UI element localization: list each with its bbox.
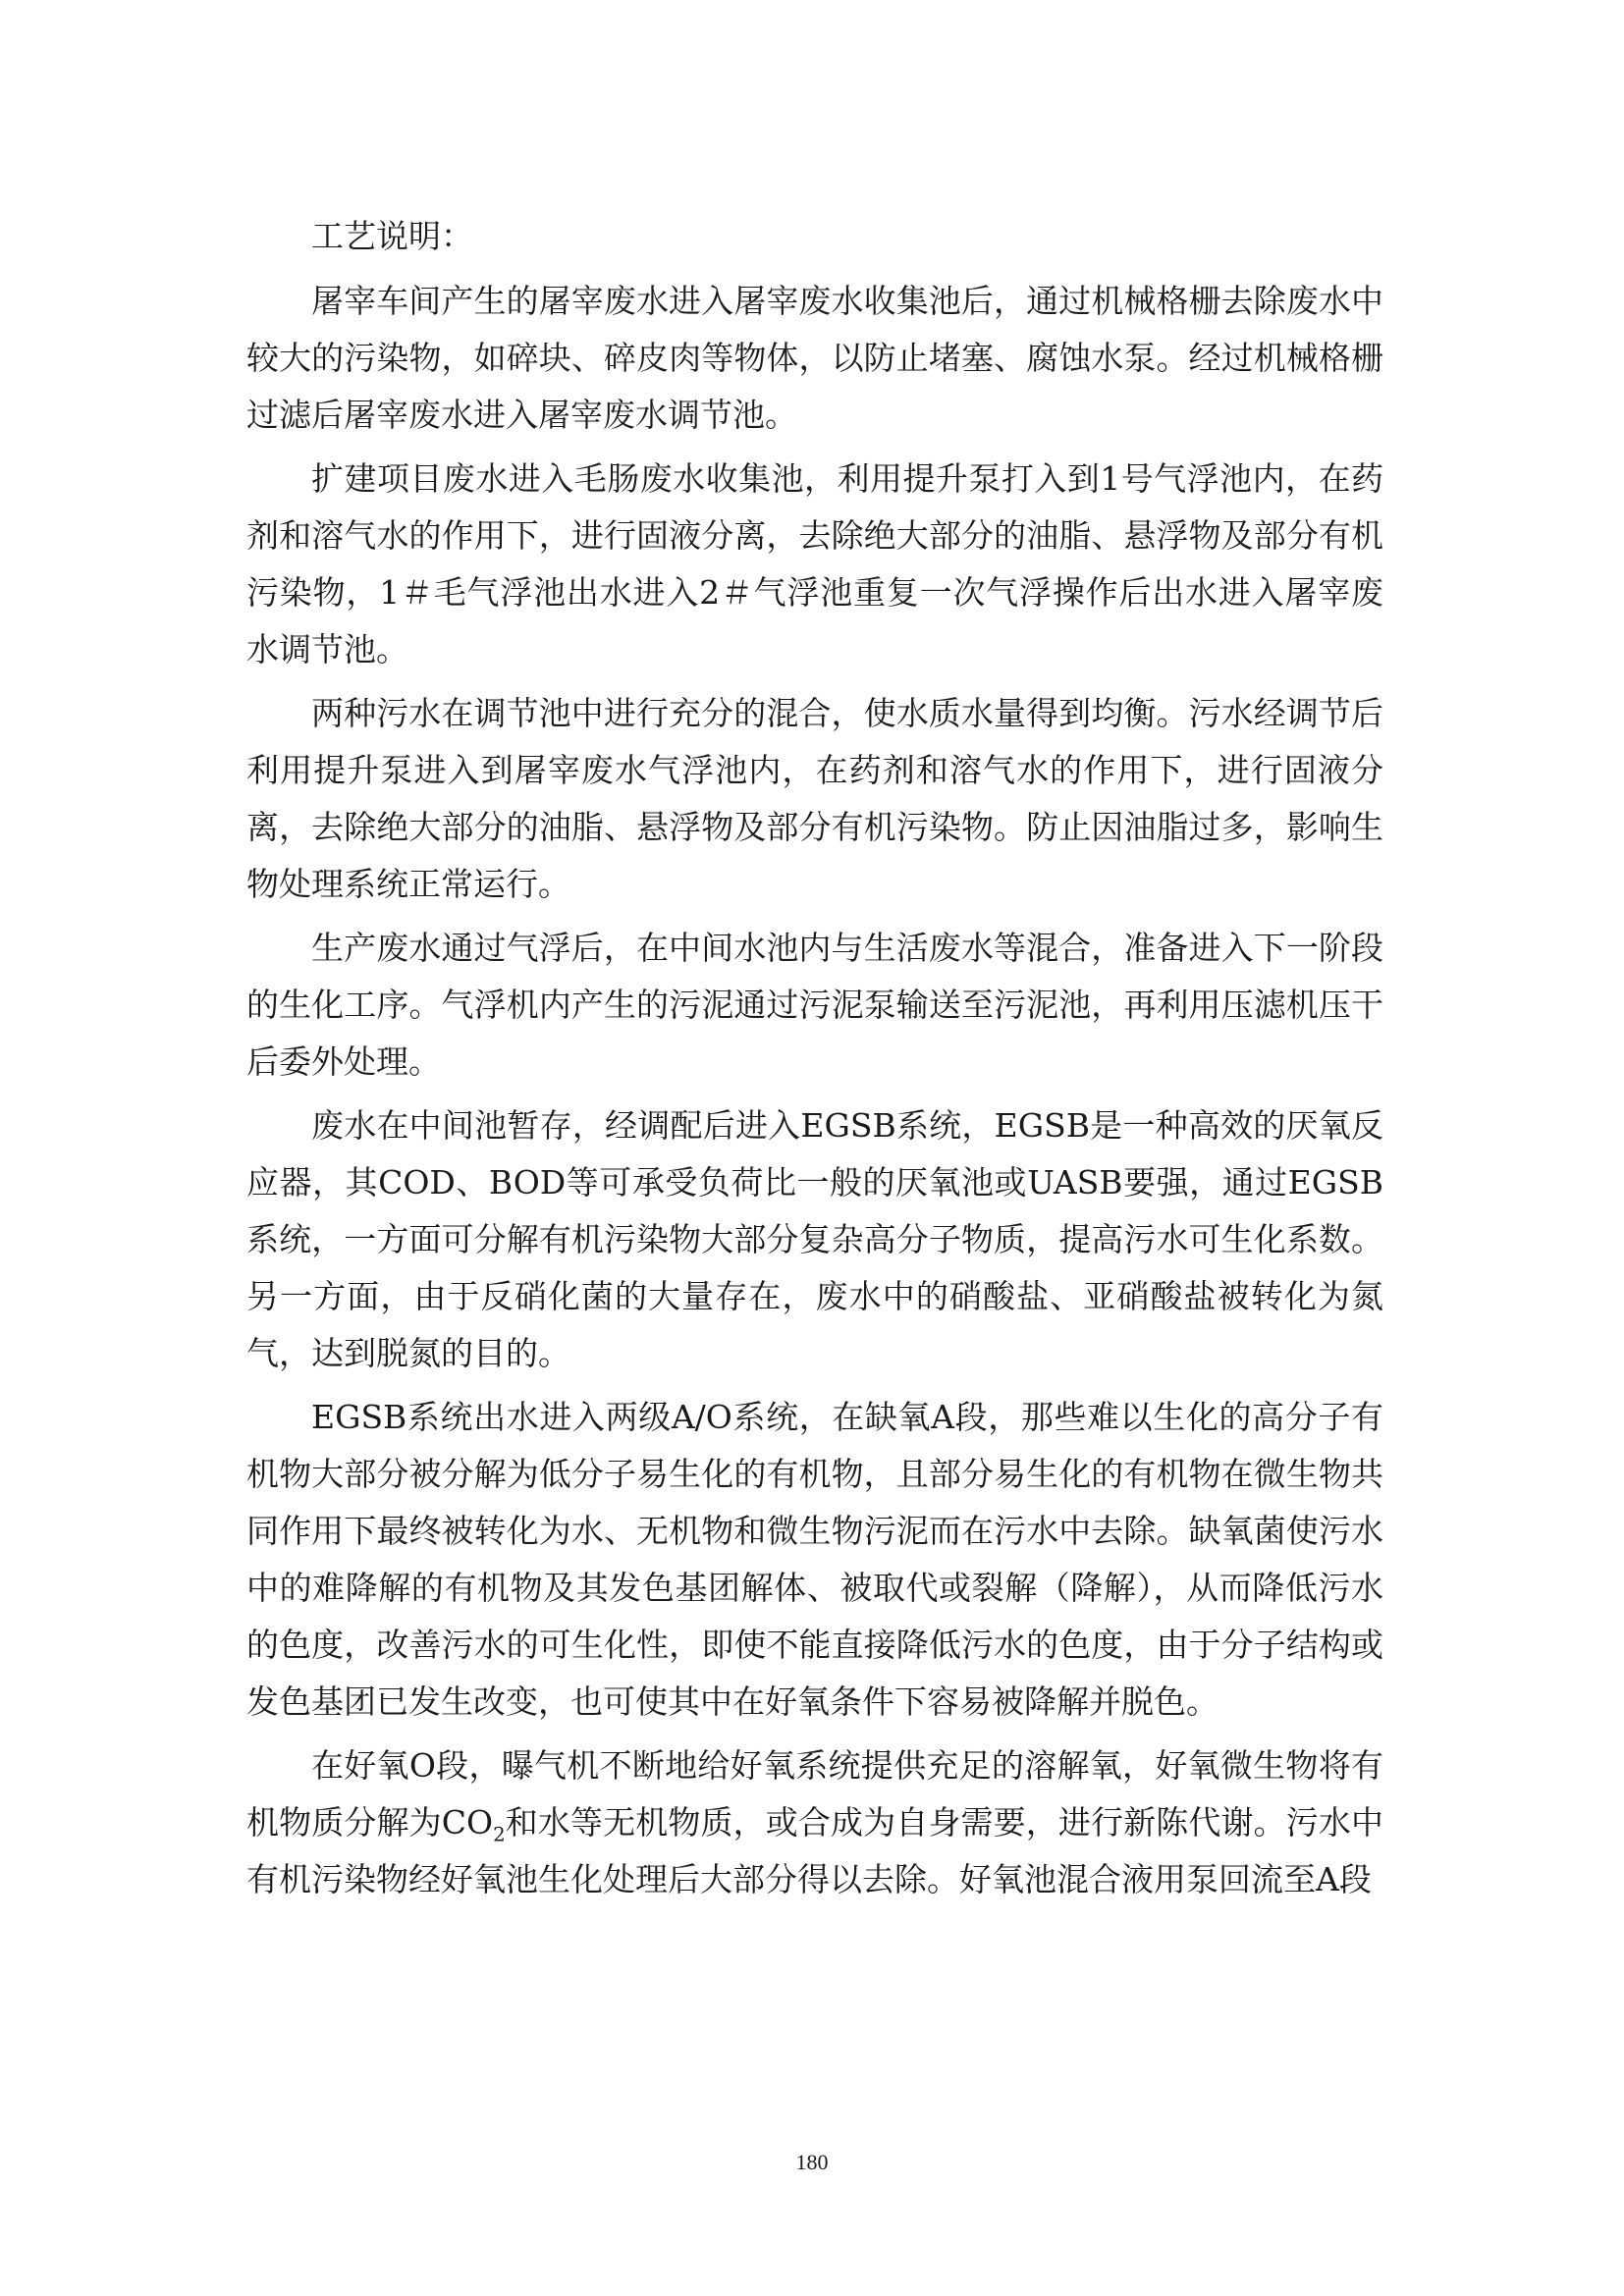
aerobic-text-part1: 在好氧O段，曝气机不断地给好氧系统提供充足的溶解氧，好氧微生物将有机物质分解为CO [246, 1746, 1383, 1842]
paragraph-aerobic-stage [246, 1737, 1383, 1908]
aerobic-text-part2: 和水等无机物质，或合成为自身需要，进行新陈代谢。污水中有机污染物经好氧池生化处理后大部分得以去除。好氧池混合液用泵回流至A段 [246, 1803, 1384, 1898]
paragraph-ao-system: EGSB系统出水进入两级A/O系统，在缺氧A段，那些难以生化的高分子有机物大部分被分解为低分子易生化的有机物，且部分易生化的有机物在微生物共同作用下最终被转化为水、无机物和微生物污泥而在污水中去除。缺氧菌使污水中的难降解的有机物及其发色基团解体、被取代或裂解（降解），从而降低污水的色度，改善污水的可生化性，即使不能直接降低污水的色度，由于分子结构或发色基团已发生改变，也可使其中在好氧条件下容易被降解并脱色。 [246, 1398, 1383, 1721]
co2-subscript: 2 [493, 1823, 506, 1846]
section-heading: 工艺说明： [311, 217, 473, 255]
page-number: 180 [795, 2150, 829, 2174]
paragraph-regulating-tank: 两种污水在调节池中进行充分的混合，使水质水量得到均衡。污水经调节后利用提升泵进入到屠宰废水气浮池内，在药剂和溶气水的作用下，进行固液分离，去除绝大部分的油脂、悬浮物及部分有机污染物。防止因油脂过多，影响生物处理系统正常运行。 [246, 694, 1383, 903]
paragraph-slaughter-wastewater: 屠宰车间产生的屠宰废水进入屠宰废水收集池后，通过机械格栅去除废水中较大的污染物，如碎块、碎皮肉等物体，以防止堵塞、腐蚀水泵。经过机械格栅过滤后屠宰废水进入屠宰废水调节池。 [246, 282, 1383, 434]
paragraph-flotation-sludge: 生产废水通过气浮后，在中间水池内与生活废水等混合，准备进入下一阶段的生化工序。气浮机内产生的污泥通过污泥泵输送至污泥池，再利用压滤机压干后委外处理。 [246, 929, 1383, 1081]
paragraph-expansion-project: 扩建项目废水进入毛肠废水收集池，利用提升泵打入到1号气浮池内，在药剂和溶气水的作用下，进行固液分离，去除绝大部分的油脂、悬浮物及部分有机污染物，1＃毛气浮池出水进入2＃气浮池重复一次气浮操作后出水进入屠宰废水调节池。 [246, 459, 1383, 668]
paragraph-egsb-system: 废水在中间池暂存，经调配后进入EGSB系统，EGSB是一种高效的厌氧反应器，其COD、BOD等可承受负荷比一般的厌氧池或UASB要强，通过EGSB系统，一方面可分解有机污染物大部分复杂高分子物质，提高污水可生化系数。另一方面，由于反硝化菌的大量存在，废水中的硝酸盐、亚硝酸盐被转化为氮气，达到脱氮的目的。 [246, 1106, 1383, 1372]
page-body [246, 208, 1383, 1915]
